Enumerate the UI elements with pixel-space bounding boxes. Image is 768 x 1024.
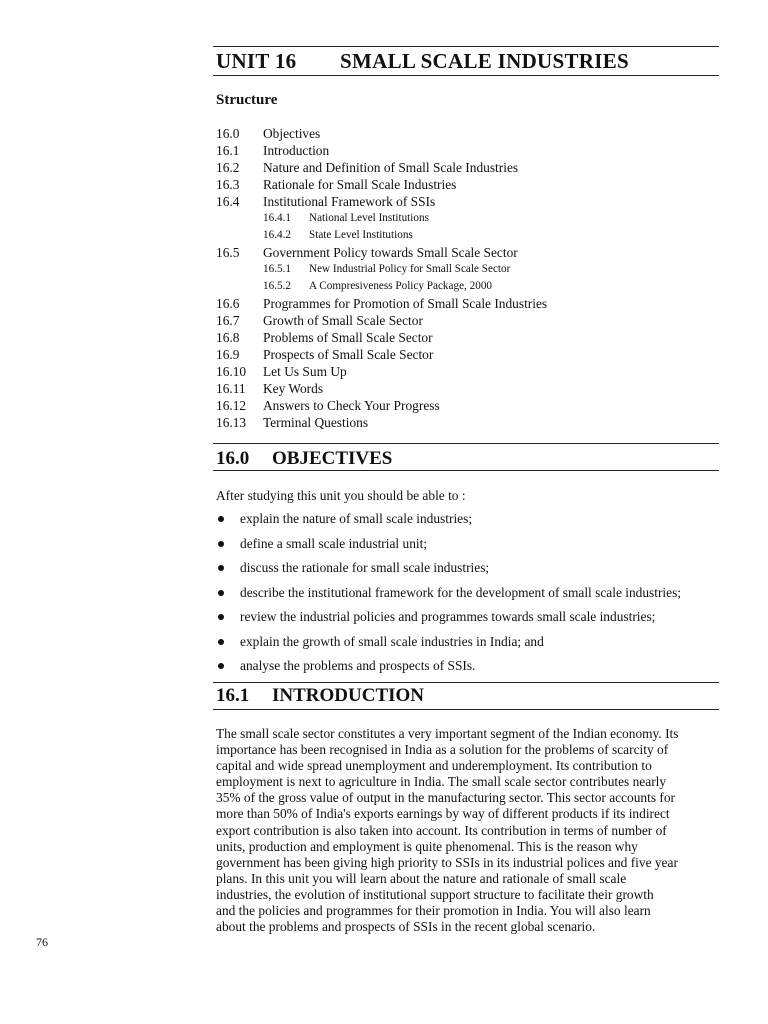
bullet-icon xyxy=(218,590,224,596)
objective-item xyxy=(216,583,726,608)
toc-title: A Compresiveness Policy Package, 2000 xyxy=(309,280,493,292)
toc-number: 16.4.2 xyxy=(263,229,291,241)
paragraph-line: more than 50% of India's exports earnings by way of different products if its indirect xyxy=(216,806,670,822)
toc-item xyxy=(216,159,716,176)
paragraph-line: plans. In this unit you will learn about the nature and rationale of small scale xyxy=(216,870,627,886)
toc-number: 16.10 xyxy=(216,364,247,379)
toc-number: 16.13 xyxy=(216,415,247,430)
toc-title: Key Words xyxy=(263,381,324,396)
paragraph-line: importance has been recognised in India as a solution for the problems of scarcity of xyxy=(216,742,669,758)
toc-title: Programmes for Promotion of Small Scale Industries xyxy=(263,296,548,311)
toc-item xyxy=(216,176,716,193)
bullet-icon xyxy=(218,541,224,547)
unit-title-rule xyxy=(213,75,719,76)
toc-number: 16.7 xyxy=(216,313,240,328)
toc-title: Growth of Small Scale Sector xyxy=(263,313,423,328)
toc-number: 16.3 xyxy=(216,177,240,192)
toc-item xyxy=(216,329,716,346)
toc-number: 16.0 xyxy=(216,126,240,141)
toc-item xyxy=(216,363,716,380)
objective-item xyxy=(216,509,726,534)
paragraph-line: government has been giving high priority to SSIs in its industrial polices and five year xyxy=(216,854,678,870)
objective-item xyxy=(216,534,726,559)
toc-title: State Level Institutions xyxy=(309,229,413,241)
toc-title: Nature and Definition of Small Scale Industries xyxy=(263,160,519,175)
toc-item xyxy=(216,193,716,210)
unit-number: UNIT 16 xyxy=(216,49,297,73)
introduction-heading xyxy=(216,685,716,707)
objective-text: describe the institutional framework for the development of small scale industries; xyxy=(240,584,682,600)
toc-title: New Industrial Policy for Small Scale Sector xyxy=(309,263,511,275)
objective-text: explain the nature of small scale industries; xyxy=(240,511,473,526)
toc-item xyxy=(216,346,716,363)
toc-subitem xyxy=(216,210,716,227)
toc-title: Institutional Framework of SSIs xyxy=(263,194,436,209)
toc-number: 16.6 xyxy=(216,296,240,311)
toc-item xyxy=(216,380,716,397)
toc-title: Terminal Questions xyxy=(263,415,369,430)
paragraph-line: The small scale sector constitutes a very important segment of the Indian economy. Its xyxy=(216,726,679,741)
toc-item xyxy=(216,125,716,142)
objectives-title: OBJECTIVES xyxy=(272,448,393,469)
toc-title: Objectives xyxy=(263,126,321,141)
toc-title: Answers to Check Your Progress xyxy=(263,398,440,413)
toc-title: Let Us Sum Up xyxy=(263,364,347,379)
objective-item xyxy=(216,632,726,657)
toc-number: 16.5 xyxy=(216,245,240,260)
introduction-bottom-rule xyxy=(213,709,719,710)
bullet-icon xyxy=(218,565,224,571)
objective-item xyxy=(216,656,726,681)
objective-text: discuss the rationale for small scale industries; xyxy=(240,560,490,575)
paragraph-line: employment is next to agriculture in India. The small scale sector contributes nearly xyxy=(216,774,667,790)
bullet-icon xyxy=(218,614,224,620)
introduction-paragraph xyxy=(216,726,721,935)
introduction-number: 16.1 xyxy=(216,685,250,706)
toc-number: 16.4 xyxy=(216,194,240,209)
toc-number: 16.2 xyxy=(216,160,240,175)
toc-item xyxy=(216,414,716,431)
toc-number: 16.4.1 xyxy=(263,212,291,224)
introduction-top-rule xyxy=(213,682,719,683)
toc-number: 16.5.1 xyxy=(263,263,291,275)
unit-name: SMALL SCALE INDUSTRIES xyxy=(340,49,630,73)
paragraph-line: and the policies and programmes for their promotion in India. You will also learn xyxy=(216,903,651,919)
objective-text: analyse the problems and prospects of SSIs. xyxy=(240,658,476,673)
toc-subitem xyxy=(216,261,716,278)
objectives-top-rule xyxy=(213,443,719,444)
paragraph-line: industries, the evolution of institutional support structure to facilitate their growth xyxy=(216,886,654,902)
paragraph-line: about the problems and prospects of SSIs in the recent global scenario. xyxy=(216,919,596,935)
toc-number: 16.1 xyxy=(216,143,240,158)
toc-item xyxy=(216,312,716,329)
toc-number: 16.5.2 xyxy=(263,280,291,292)
toc-number: 16.9 xyxy=(216,347,240,362)
paragraph-line: units, production and employment is quite phenomenal. This is the reason why xyxy=(216,838,638,854)
unit-title xyxy=(216,49,716,74)
toc-title: Government Policy towards Small Scale Sector xyxy=(263,245,518,260)
toc-title: Prospects of Small Scale Sector xyxy=(263,347,434,362)
objective-text: explain the growth of small scale industries in India; and xyxy=(240,633,544,649)
toc-subitem xyxy=(216,227,716,244)
top-rule xyxy=(213,46,719,47)
toc-title: Rationale for Small Scale Industries xyxy=(263,177,457,192)
toc-item xyxy=(216,142,716,159)
toc-title: National Level Institutions xyxy=(309,212,429,224)
objectives-list xyxy=(216,509,726,681)
toc-subitem xyxy=(216,278,716,295)
objectives-heading xyxy=(216,448,716,470)
toc-number: 16.8 xyxy=(216,330,240,345)
page-number: 76 xyxy=(36,935,48,949)
objectives-number: 16.0 xyxy=(216,448,250,469)
structure-heading: Structure xyxy=(216,92,278,108)
bullet-icon xyxy=(218,639,224,645)
paragraph-line: export contribution is also taken into account. Its contribution in terms of number of xyxy=(216,822,667,838)
toc-title: Problems of Small Scale Sector xyxy=(263,330,433,345)
paragraph-line: capital and wide spread unemployment and underemployment. Its contribution to xyxy=(216,758,652,774)
objectives-bottom-rule xyxy=(213,470,719,471)
bullet-icon xyxy=(218,663,224,669)
table-of-contents xyxy=(216,125,716,431)
objective-item xyxy=(216,607,726,632)
toc-number: 16.11 xyxy=(216,381,246,396)
toc-number: 16.12 xyxy=(216,398,247,413)
paragraph-line: 35% of the gross value of output in the manufacturing sector. This sector accounts for xyxy=(216,790,676,806)
introduction-title: INTRODUCTION xyxy=(272,685,425,706)
toc-item xyxy=(216,397,716,414)
objectives-intro: After studying this unit you should be able to : xyxy=(216,488,466,503)
objective-item xyxy=(216,558,726,583)
toc-item xyxy=(216,244,716,261)
objective-text: review the industrial policies and programmes towards small scale industries; xyxy=(240,609,656,624)
bullet-icon xyxy=(218,516,224,522)
toc-item xyxy=(216,295,716,312)
toc-title: Introduction xyxy=(263,143,330,158)
objective-text: define a small scale industrial unit; xyxy=(240,535,428,551)
